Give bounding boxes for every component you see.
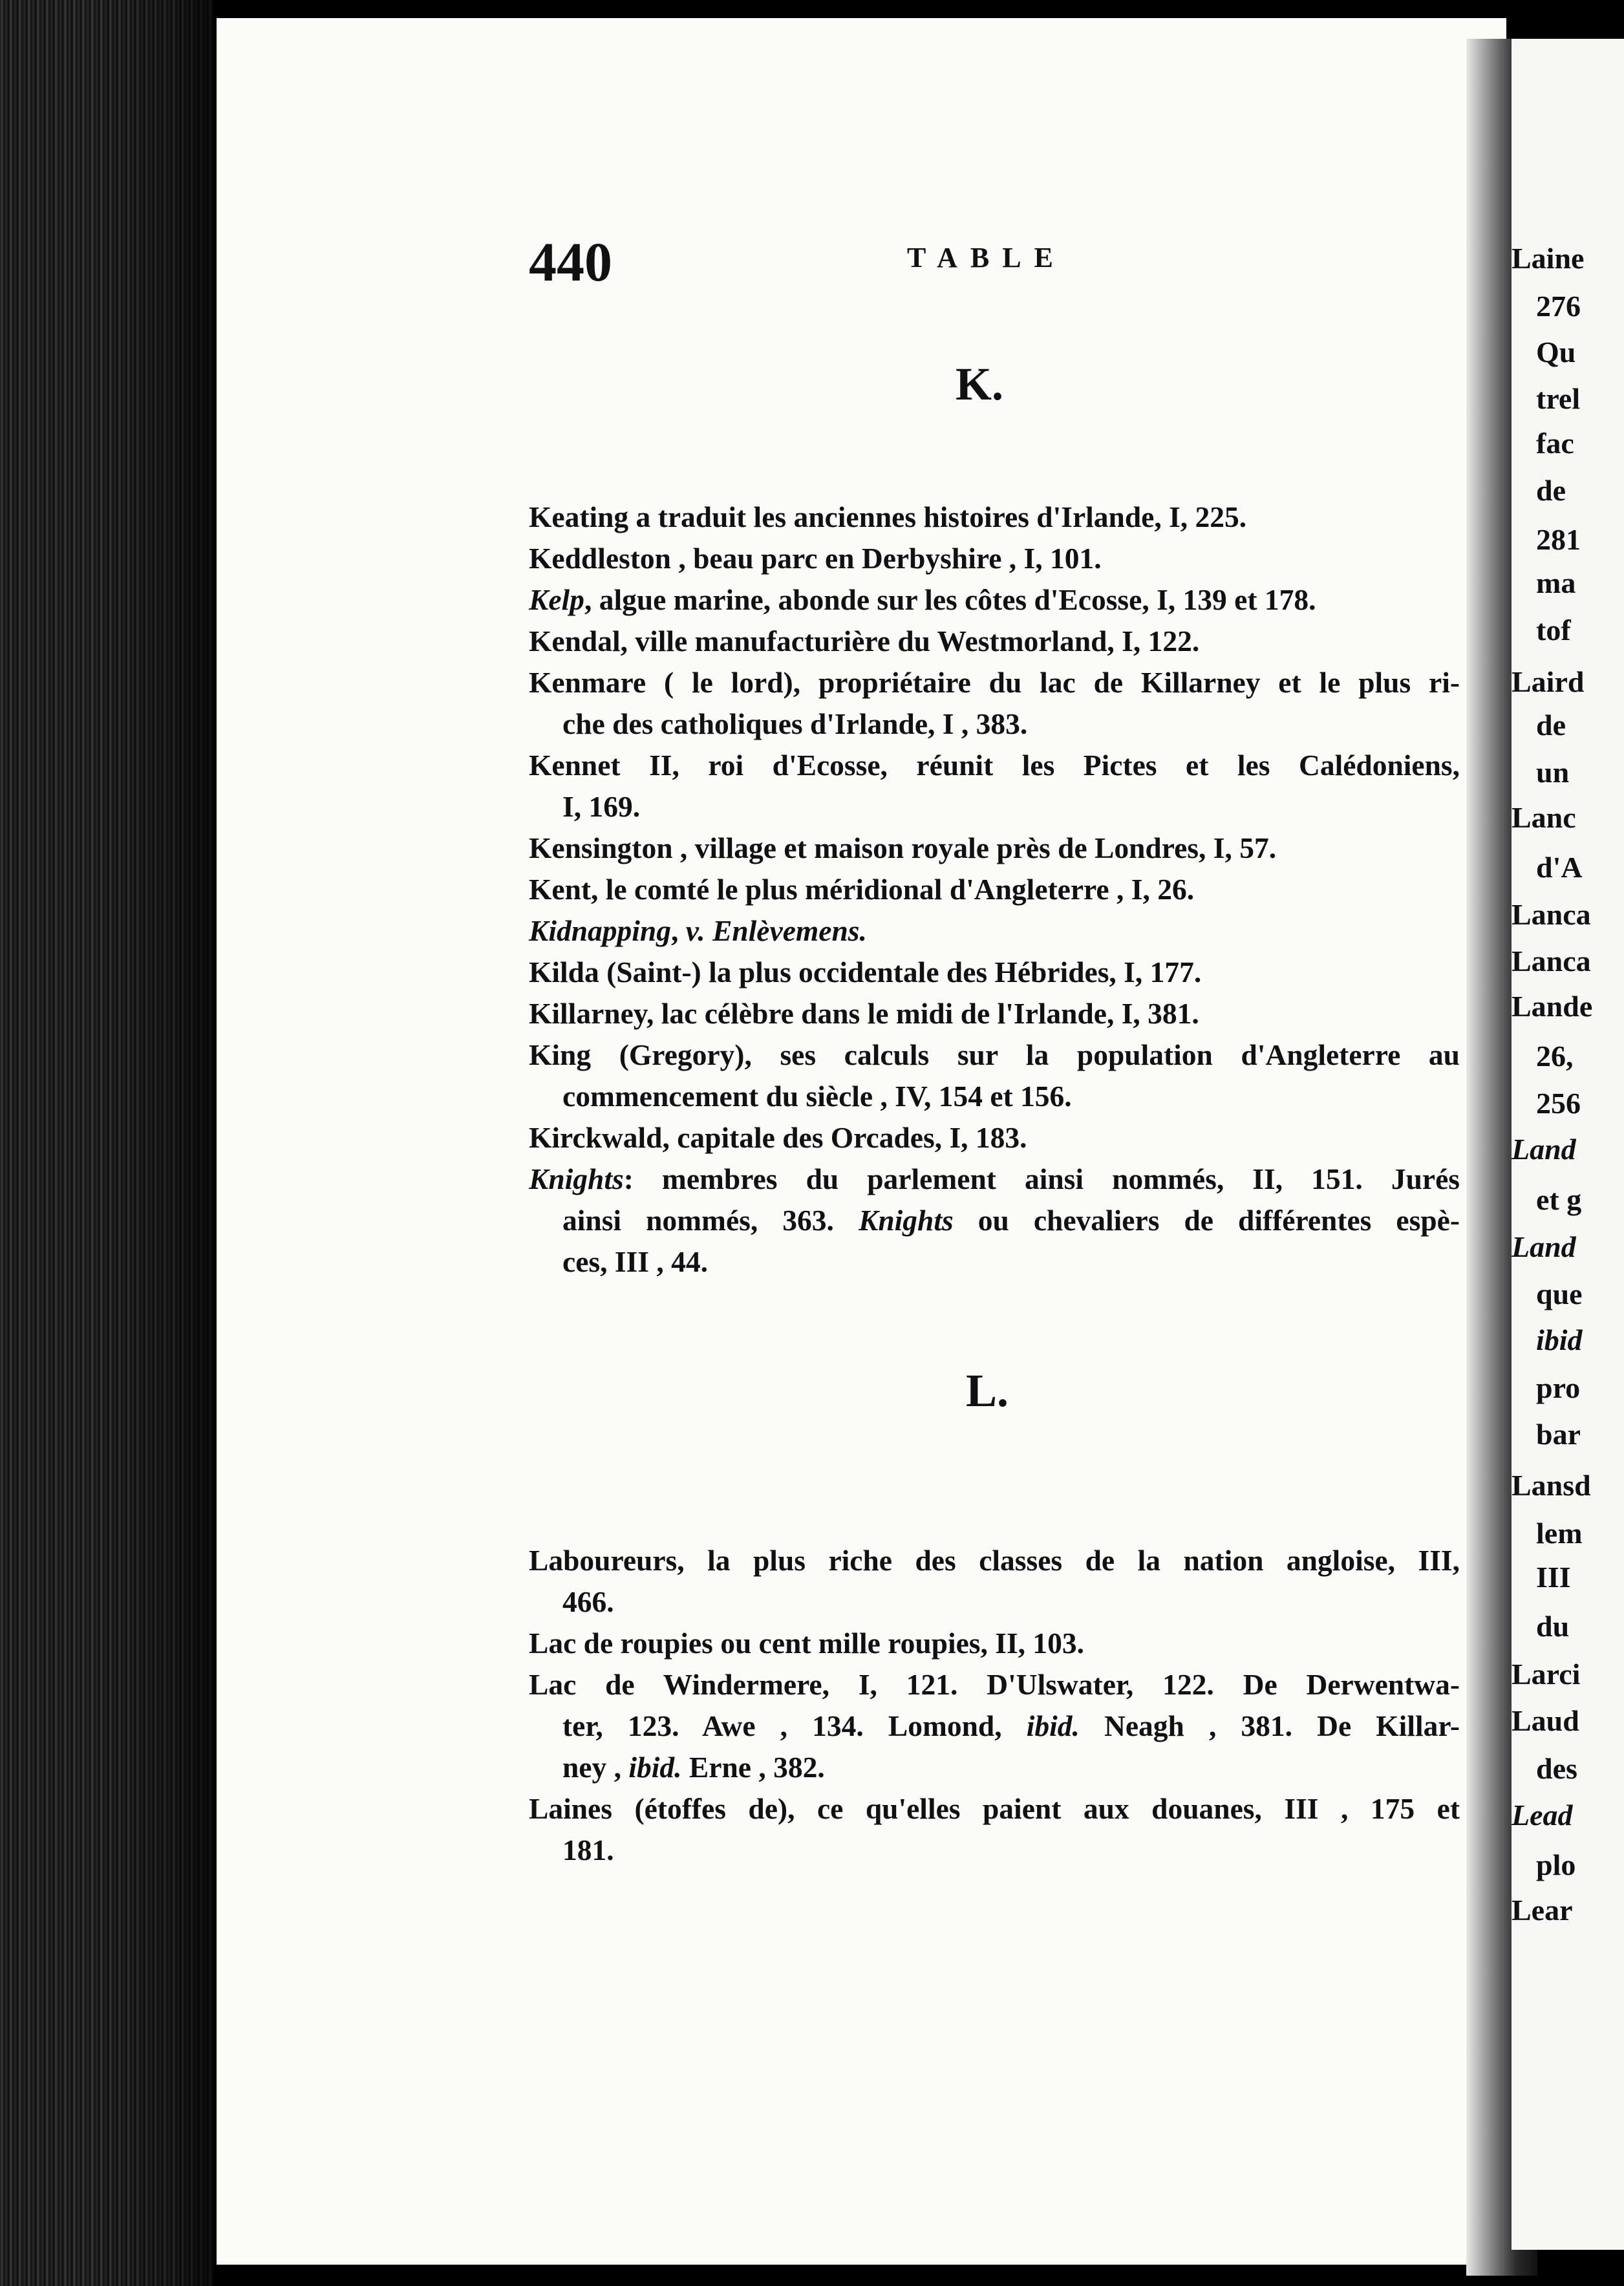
entry-line [529, 1034, 1460, 1076]
entry-line [529, 993, 1460, 1034]
page-header [529, 230, 1499, 293]
right-page-line: tof [1536, 614, 1571, 646]
entry-text: : membres du parlement ainsi nommés, II, 151. Jurés [623, 1162, 1460, 1195]
entry-headword: Knights [529, 1162, 624, 1195]
right-page-line: III [1536, 1561, 1571, 1594]
entry-text: I, 169. [562, 790, 641, 823]
right-page-line: du [1536, 1610, 1570, 1643]
right-page-line: Larci [1512, 1658, 1581, 1691]
entry-line [529, 1241, 1460, 1283]
entry-text: ainsi nommés, 363. [562, 1204, 859, 1237]
right-page-line: Lead [1512, 1799, 1573, 1832]
right-page-line: Laud [1512, 1704, 1579, 1737]
entry-line [529, 1830, 1460, 1871]
entry-line [529, 828, 1460, 869]
entry-line [529, 910, 1460, 952]
index-entry [529, 993, 1460, 1034]
entry-line [529, 538, 1460, 579]
entry-line [529, 621, 1460, 662]
index-entry [529, 1034, 1460, 1117]
entry-italic-text: ibid. [1026, 1709, 1080, 1742]
right-page-fragment [1512, 39, 1624, 2250]
entry-text: 466. [562, 1585, 614, 1618]
index-entry [529, 828, 1460, 869]
entry-line [529, 1200, 1460, 1241]
entry-text: ces, III , 44. [562, 1245, 708, 1278]
entry-line [529, 1581, 1460, 1623]
index-entry [529, 1788, 1460, 1871]
running-title: TABLE [907, 242, 1066, 273]
index-entry [529, 662, 1460, 745]
entry-text: Kirckwald, capitale des Orcades, I, 183. [529, 1121, 1027, 1154]
entry-text: , algue marine, abonde sur les côtes d'Ecosse, I, 139 et 178. [584, 583, 1316, 616]
entry-line [529, 1623, 1460, 1664]
entry-text: King (Gregory), ses calculs sur la population d'Angleterre au [529, 1038, 1460, 1071]
right-page-line: de [1536, 474, 1566, 507]
right-page-line: Lande [1512, 990, 1593, 1023]
entry-line [529, 952, 1460, 993]
entry-text: Kilda (Saint-) la plus occidentale des Hébrides, I, 177. [529, 956, 1202, 988]
right-page-line: ibid [1536, 1323, 1583, 1356]
right-page-line: 26, [1536, 1040, 1574, 1073]
entry-line [529, 745, 1460, 786]
page-number: 440 [529, 231, 612, 293]
entry-text: Lac de roupies ou cent mille roupies, II, 103. [529, 1627, 1085, 1660]
right-page-line: et g [1536, 1183, 1582, 1216]
right-page-line: pro [1536, 1371, 1581, 1404]
entry-line [529, 1159, 1460, 1200]
right-page-line: lem [1536, 1517, 1583, 1550]
entry-headword: Kidnapping [529, 914, 671, 947]
book-edge-shadow [97, 0, 226, 2286]
right-page-line: 281 [1536, 523, 1581, 556]
entry-line [529, 497, 1460, 538]
entry-text: Keddleston , beau parc en Derbyshire , I, 101. [529, 542, 1102, 575]
entry-italic-text: Knights [858, 1204, 954, 1237]
index-entry [529, 952, 1460, 993]
entry-text: Laboureurs, la plus riche des classes de la nation angloise, III, [529, 1544, 1460, 1577]
entry-text: Keating a traduit les anciennes histoires d'Irlande, I, 225. [529, 500, 1247, 533]
index-entries-l [529, 1540, 1460, 1871]
entry-text: Kenmare ( le lord), propriétaire du lac de Killarney et le plus ri- [529, 666, 1460, 699]
index-entries-k [529, 497, 1460, 1283]
entry-line [529, 1664, 1460, 1705]
entry-text: Kent, le comté le plus méridional d'Angleterre , I, 26. [529, 873, 1195, 906]
right-page-line: Lanca [1512, 945, 1591, 977]
entry-text: Erne , 382. [681, 1751, 825, 1784]
right-page-line: plo [1536, 1848, 1576, 1881]
entry-text: Killarney, lac célèbre dans le midi de l'Irlande, I, 381. [529, 997, 1199, 1030]
index-entry [529, 1664, 1460, 1788]
entry-text: ter, 123. Awe , 134. Lomond, [562, 1709, 1027, 1742]
index-entry [529, 497, 1460, 538]
right-page-line: d'A [1536, 851, 1583, 884]
index-entry [529, 579, 1460, 621]
entry-line [529, 1117, 1460, 1159]
entry-italic-text: ibid. [628, 1751, 682, 1784]
index-entry [529, 910, 1460, 952]
entry-headword: Kelp [529, 583, 584, 616]
index-entry [529, 621, 1460, 662]
right-page-line: 276 [1536, 290, 1581, 323]
entry-line [529, 1747, 1460, 1788]
right-page-line: 256 [1536, 1087, 1581, 1120]
right-page-line: trel [1536, 382, 1581, 415]
entry-text: commencement du siècle , IV, 154 et 156. [562, 1080, 1072, 1113]
right-page-line: Land [1512, 1133, 1576, 1166]
entry-text: Kendal, ville manufacturière du Westmorland, I, 122. [529, 625, 1200, 657]
right-page-line: Lansd [1512, 1469, 1591, 1502]
index-entry [529, 869, 1460, 910]
entry-line [529, 1540, 1460, 1581]
index-entry [529, 538, 1460, 579]
right-page-line: Laird [1512, 665, 1585, 698]
index-entry [529, 1623, 1460, 1664]
index-entry [529, 1159, 1460, 1283]
right-page-line: un [1536, 756, 1570, 789]
entry-text: Kennet II, roi d'Ecosse, réunit les Pictes et les Calédoniens, [529, 749, 1460, 782]
entry-text: Lac de Windermere, I, 121. D'Ulswater, 122. De Derwentwa- [529, 1668, 1460, 1701]
right-page-line: Lanca [1512, 898, 1591, 931]
right-page-line: Land [1512, 1230, 1576, 1263]
entry-line [529, 579, 1460, 621]
entry-line [529, 1076, 1460, 1117]
entry-text: ou chevaliers de différentes espè- [953, 1204, 1460, 1237]
right-page-line: de [1536, 709, 1566, 742]
entry-text: Kensington , village et maison royale près de Londres, I, 57. [529, 831, 1277, 864]
entry-line [529, 703, 1460, 745]
right-page-line: Lear [1512, 1894, 1573, 1927]
right-page-line: Laine [1512, 242, 1585, 275]
right-page-line: des [1536, 1752, 1577, 1785]
entry-text: Neagh , 381. De Killar- [1079, 1709, 1460, 1742]
index-entry [529, 745, 1460, 828]
entry-text: 181. [562, 1833, 614, 1866]
right-page-line: Qu [1536, 336, 1576, 369]
entry-italic-text: v. Enlèvemens. [685, 914, 867, 947]
entry-line [529, 786, 1460, 828]
right-page-line: Lanc [1512, 801, 1576, 834]
section-letter-l: L. [966, 1365, 1009, 1416]
entry-text: , [671, 914, 686, 947]
entry-text: che des catholiques d'Irlande, I , 383. [562, 707, 1028, 740]
entry-line [529, 869, 1460, 910]
right-page-line: bar [1536, 1418, 1581, 1451]
right-page-line: que [1536, 1277, 1583, 1310]
entry-line [529, 1705, 1460, 1747]
index-entry [529, 1540, 1460, 1623]
entry-line [529, 662, 1460, 703]
entry-line [529, 1788, 1460, 1830]
right-page-line: fac [1536, 427, 1574, 460]
entry-text: ney , [562, 1751, 629, 1784]
section-letter-k: K. [956, 358, 1004, 410]
right-page-line: ma [1536, 566, 1576, 599]
entry-text: Laines (étoffes de), ce qu'elles paient aux douanes, III , 175 et [529, 1792, 1460, 1825]
index-entry [529, 1117, 1460, 1159]
